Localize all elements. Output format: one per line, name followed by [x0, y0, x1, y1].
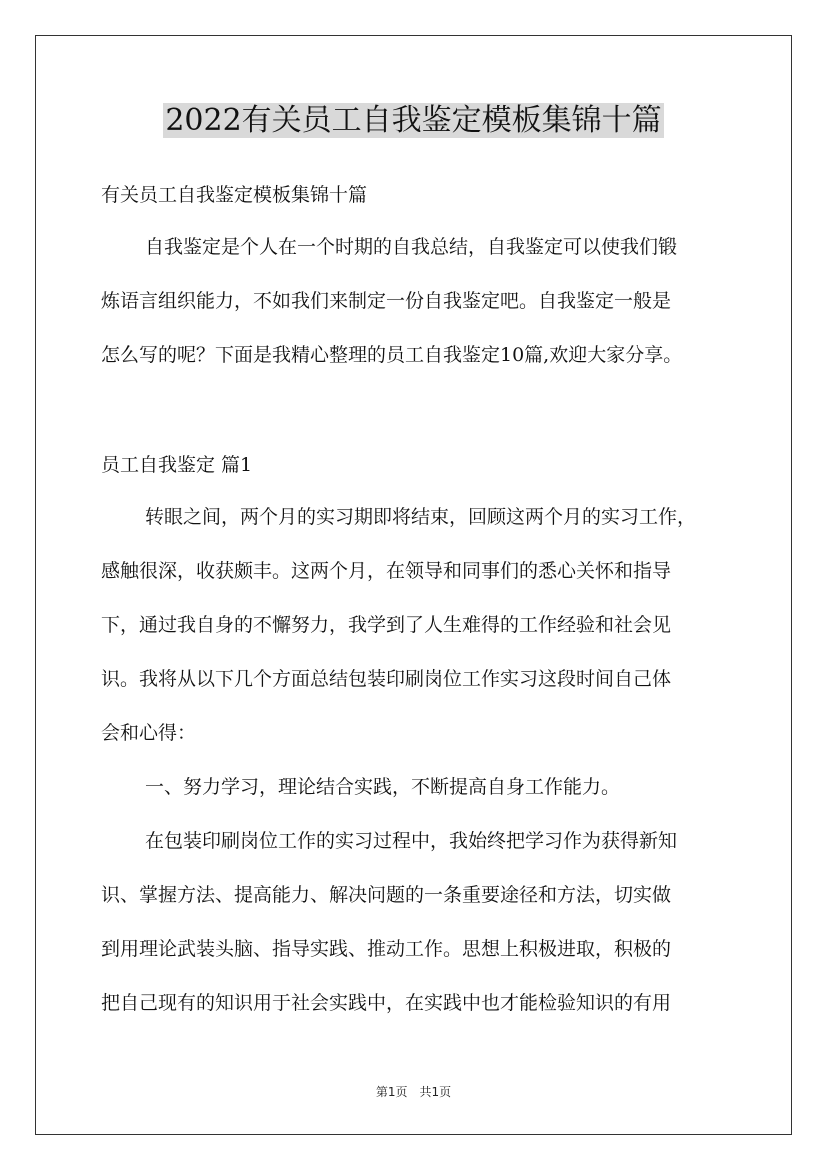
section-para2-line-3: 到用理论武装头脑、指导实践、推动工作。思想上积极进取，积极的 [101, 938, 672, 960]
intro-line-1: 自我鉴定是个人在一个时期的自我总结，自我鉴定可以使我们锻 [145, 236, 678, 258]
document-title-text: 2022有关员工自我鉴定模板集锦十篇 [165, 103, 662, 138]
document-subtitle: 有关员工自我鉴定模板集锦十篇 [101, 184, 368, 206]
section-para2-line-4: 把自己现有的知识用于社会实践中，在实践中也才能检验知识的有用 [101, 992, 672, 1014]
section-para2-line-2: 识、掌握方法、提高能力、解决问题的一条重要途径和方法，切实做 [101, 884, 672, 906]
section-heading: 员工自我鉴定 篇1 [101, 454, 253, 476]
section-para1-line-2: 感触很深，收获颇丰。这两个月，在领导和同事们的悉心关怀和指导 [101, 560, 672, 582]
section-para1-line-5: 会和心得： [101, 722, 197, 744]
intro-line-3: 怎么写的呢？下面是我精心整理的员工自我鉴定10篇,欢迎大家分享。 [101, 344, 683, 366]
section-para1-line-4: 识。我将从以下几个方面总结包装印刷岗位工作实习这段时间自己体 [101, 668, 672, 690]
section-para1-line-3: 下，通过我自身的不懈努力，我学到了人生难得的工作经验和社会见 [101, 614, 672, 636]
point-one: 一、努力学习，理论结合实践，不断提高自身工作能力。 [145, 776, 621, 798]
intro-line-2: 炼语言组织能力，不如我们来制定一份自我鉴定吧。自我鉴定一般是 [101, 290, 672, 312]
page-footer: 第1页 共1页 [375, 1085, 452, 1099]
document-title [0, 98, 827, 144]
section-para2-line-1: 在包装印刷岗位工作的实习过程中，我始终把学习作为获得新知 [145, 830, 678, 852]
section-para1-line-1: 转眼之间，两个月的实习期即将结束，回顾这两个月的实习工作， [145, 506, 697, 528]
